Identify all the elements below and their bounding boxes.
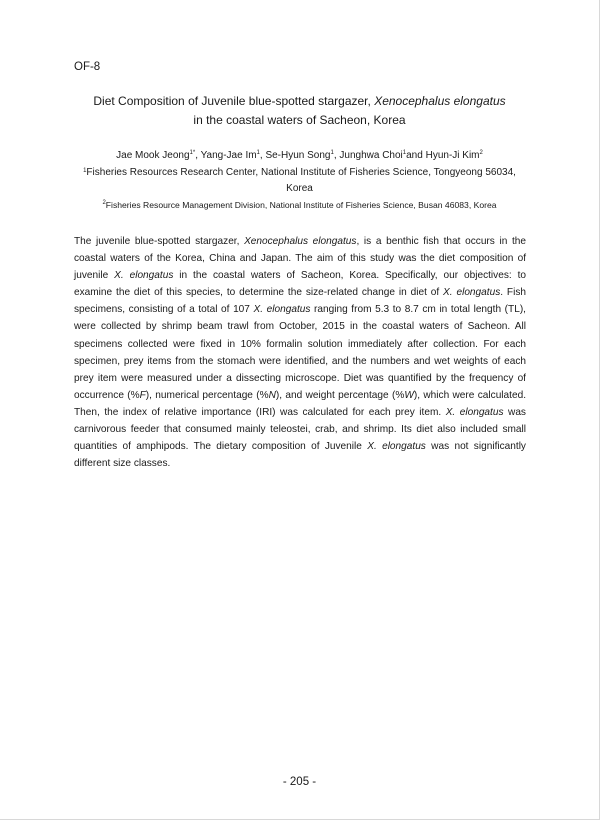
author-separator: ,	[333, 150, 340, 161]
abstract-text: ), numerical percentage (%	[145, 389, 269, 401]
author-name: Yang-Jae Im	[200, 150, 257, 161]
abstract-code: OF-8	[74, 61, 101, 73]
abstract-text: . Fish specimens, consisting of a total of 107	[74, 287, 526, 316]
author-separator: ,	[195, 150, 201, 161]
variable-symbol: F	[139, 389, 146, 401]
affiliation-mark: 2	[102, 200, 106, 206]
author-separator: and	[406, 150, 426, 161]
abstract-body	[74, 233, 526, 472]
title-text-line2: in the coastal waters of Sacheon, Korea	[193, 113, 406, 127]
abstract-text: in the coastal waters of Sacheon, Korea. Specifically, our objectives: to examine the diet of this species, to determine the size-related change in diet of	[74, 270, 526, 299]
author-name: Hyun-Ji Kim	[425, 150, 480, 161]
abstract-text: ), and weight percentage (%	[275, 389, 405, 401]
author-affiliation-mark: 1	[402, 150, 407, 156]
affiliation-2-text: Fisheries Resource Management Division, National Institute of Fisheries Science, Busan 46083, Korea	[105, 200, 497, 210]
affiliation-1	[60, 165, 539, 197]
abstract-text: ranging from 5.3 to 8.7 cm in total length (TL), were collected by shrimp beam trawl from October, 2015 in the coastal waters of Sacheon. All specimens collected were fixed in 10% formalin solution immediately after collection. For each specimen, prey items from the stomach were identified, and the numbers and wet weights of each prey item were measured under a dissecting microscope. Diet was quantified by the frequency of occurrence (%	[74, 304, 526, 401]
author-affiliation-mark: 2	[479, 150, 483, 156]
author-name: Jae Mook Jeong	[116, 150, 190, 161]
species-name: Xenocephalus elongatus	[244, 236, 357, 247]
author-affiliation-mark: 1*	[189, 150, 196, 156]
author-affiliation-mark: 1	[256, 150, 260, 156]
species-name: X. elongatus	[114, 270, 174, 282]
species-name: X. elongatus	[367, 441, 426, 453]
abstract-text: , is a benthic fish that occurs in the coastal waters of the Korea, China and Japan. The aim of this study was the diet composition of juvenile	[74, 236, 527, 282]
author-name: Junghwa Choi	[339, 150, 403, 161]
variable-symbol: N	[268, 389, 276, 401]
author-name: Se-Hyun Song	[265, 150, 331, 161]
species-name: X. elongatus	[253, 304, 311, 316]
abstract-text: was carnivorous feeder that consumed mainly teleostei, crab, and shrimp. Its diet also included small quantities of amphipods. The dietary composition of Juvenile	[74, 406, 526, 453]
variable-symbol: W	[404, 389, 414, 401]
affiliation-1-text: Fisheries Resources Research Center, National Institute of Fisheries Science, Tongyeong 56034,	[86, 167, 516, 178]
species-name: X. elongatus	[443, 287, 501, 299]
title-text: Diet Composition of Juvenile blue-spotted stargazer,	[93, 94, 375, 108]
species-name: X. elongatus	[445, 406, 504, 418]
affiliation-2	[40, 199, 559, 212]
author-affiliation-mark: 1	[330, 150, 334, 156]
paper-title	[60, 92, 539, 130]
abstract-text: ), which were calculated. Then, the index of relative importance (IRI) was calculated for each prey item.	[74, 389, 527, 418]
page-number: - 205 -	[282, 776, 317, 788]
title-species-name: Xenocephalus elongatus	[374, 94, 506, 108]
affiliation-mark: 1	[83, 168, 87, 174]
affiliation-1-line1	[60, 165, 539, 181]
abstract-text: The juvenile blue-spotted stargazer,	[74, 236, 245, 247]
author-list	[60, 148, 539, 163]
affiliation-1-country: Korea	[286, 183, 313, 194]
abstract-text: was not significantly different size classes.	[74, 441, 526, 470]
author-separator: ,	[259, 150, 266, 161]
